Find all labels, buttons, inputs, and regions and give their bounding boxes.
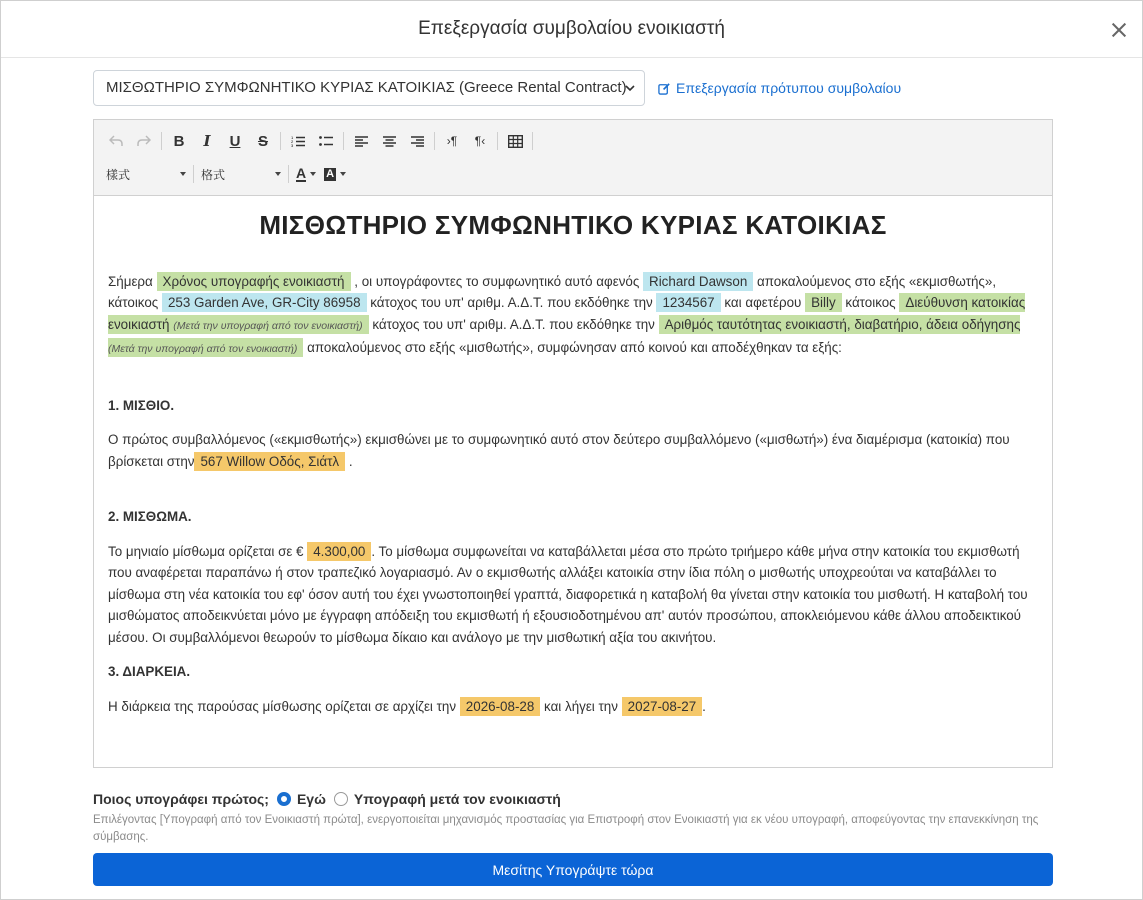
tenant-address-value: Διεύθυνση κατοικίας ενοικιαστή — [108, 295, 1026, 332]
toolbar-divider — [343, 132, 344, 150]
intro-text: κάτοικος — [845, 295, 896, 310]
template-row — [93, 70, 1053, 106]
section-text: Το μηνιαίο μίσθωμα ορίζεται σε € — [108, 543, 304, 559]
rtl-direction-icon[interactable]: ¶‹ — [474, 134, 486, 148]
align-right-icon[interactable] — [403, 127, 431, 155]
duration-paragraph — [108, 696, 1038, 718]
redo-icon[interactable] — [130, 127, 158, 155]
toolbar-divider — [532, 132, 533, 150]
signing-hint: Επιλέγοντας [Υπογραφή από τον Ενοικιαστή πρώτα], ενεργοποιείται μηχανισμός προστασίας για Επιστροφή στον Ενοικιαστή για εκ νέου υπογραφή, αποφεύγοντας την επανεκκίνηση της σύμβασης. — [93, 814, 1039, 843]
toolbar-row-1 — [102, 126, 536, 156]
tenant-id-value: Αριθμός ταυτότητας ενοικιαστή, διαβατήριο, άδεια οδήγησης — [664, 316, 1021, 332]
font-color-dropdown[interactable] — [292, 161, 320, 187]
intro-text: κάτοχος του υπ' αριθμ. Α.Δ.Τ. που εκδόθηκε την — [370, 295, 653, 310]
section-text: Η διάρκεια της παρούσας μίσθωσης ορίζεται σε αρχίζει την — [108, 698, 457, 714]
radio-sign-me-first-label[interactable]: Εγώ — [296, 791, 326, 807]
landlord-address-field[interactable]: 253 Garden Ave, GR-City 86958 — [162, 293, 367, 312]
intro-text: κάτοχος του υπ' αριθμ. Α.Δ.Τ. που εκδόθηκε την — [372, 316, 655, 332]
radio-sign-after-tenant[interactable] — [334, 792, 348, 806]
section-text: Ο πρώτος συμβαλλόμενος («εκμισθωτής») εκμισθώνει με το συμφωνητικό αυτό στον δεύτερο συμβαλλόμενο («μισθωτή») ένα διαμέρισμα (κατοικία) που βρίσκεται στην — [108, 432, 1010, 469]
edit-template-link[interactable] — [658, 80, 901, 96]
align-left-icon[interactable] — [347, 127, 375, 155]
section-heading-property: 1. ΜΙΣΘΙΟ. — [108, 397, 175, 413]
ltr-direction-icon[interactable]: ›¶ — [446, 134, 458, 148]
caret-down-icon — [275, 172, 281, 176]
table-icon[interactable] — [501, 127, 529, 155]
editor-toolbar — [94, 120, 1052, 196]
caret-down-icon — [310, 172, 316, 176]
template-select[interactable] — [93, 70, 645, 106]
style-dropdown-label: 樣式 — [106, 167, 131, 182]
underline-icon[interactable]: U — [229, 132, 241, 150]
rent-paragraph — [108, 541, 1038, 649]
svg-text:2: 2 — [291, 139, 294, 144]
section-text: . — [702, 698, 706, 714]
align-center-icon[interactable] — [375, 127, 403, 155]
close-icon[interactable] — [1108, 19, 1130, 41]
bullet-list-icon[interactable] — [312, 127, 340, 155]
section-heading-rent: 2. ΜΙΣΘΩΜΑ. — [108, 509, 192, 524]
start-date-field[interactable]: 2026-08-28 — [460, 697, 541, 716]
property-paragraph — [108, 429, 1038, 472]
strikethrough-icon[interactable]: S — [257, 132, 268, 150]
landlord-name-field[interactable]: Richard Dawson — [643, 272, 753, 291]
section-text: . — [348, 453, 353, 469]
tenant-id-note: (Μετά την υπογραφή από τον ενοικιαστή) — [108, 343, 298, 355]
edit-template-label: Επεξεργασία πρότυπου συμβολαίου — [676, 80, 902, 96]
toolbar-divider — [193, 165, 194, 183]
radio-sign-me-first[interactable] — [277, 792, 291, 806]
toolbar-row-2 — [102, 159, 350, 189]
undo-icon[interactable] — [102, 127, 130, 155]
signing-order-row — [93, 791, 569, 807]
intro-text: Σήμερα — [108, 273, 153, 289]
landlord-id-field[interactable]: 1234567 — [656, 293, 720, 312]
bold-icon[interactable]: B — [173, 132, 185, 150]
edit-icon — [658, 82, 671, 95]
toolbar-divider — [497, 132, 498, 150]
toolbar-divider — [288, 165, 289, 183]
background-color-dropdown[interactable] — [320, 161, 350, 187]
rich-text-editor — [93, 119, 1053, 768]
document-title: ΜΙΣΘΩΤΗΡΙΟ ΣΥΜΦΩΝΗΤΙΚΟ ΚΥΡΙΑΣ ΚΑΤΟΙΚΙΑΣ — [259, 210, 887, 240]
format-dropdown[interactable] — [197, 161, 285, 187]
property-address-field[interactable]: 567 Willow Οδός, Σιάτλ — [194, 452, 345, 471]
modal-header — [1, 1, 1142, 58]
sign-now-button[interactable]: Μεσίτης Υπογράψτε τώρα — [93, 853, 1053, 886]
template-select-value: ΜΙΣΘΩΤΗΡΙΟ ΣΥΜΦΩΝΗΤΙΚΟ ΚΥΡΙΑΣ ΚΑΤΟΙΚΙΑΣ (Greece Rental Contract) — [106, 79, 627, 96]
tenant-name-field[interactable]: Billy — [805, 293, 842, 312]
section-text: και λήγει την — [544, 698, 618, 714]
intro-paragraph — [108, 271, 1038, 361]
intro-text: αποκαλούμενος στο εξής «εκμισθωτής», κάτοικος — [108, 273, 997, 310]
end-date-field[interactable]: 2027-08-27 — [622, 697, 703, 716]
intro-text: και αφετέρου — [724, 295, 802, 310]
rent-amount-field[interactable]: 4.300,00 — [307, 542, 371, 561]
format-dropdown-label: 格式 — [201, 167, 226, 182]
numbered-list-icon[interactable] — [284, 127, 312, 155]
svg-text:3: 3 — [291, 143, 294, 147]
svg-text:1: 1 — [291, 135, 294, 140]
toolbar-divider — [161, 132, 162, 150]
caret-down-icon — [180, 172, 186, 176]
editor-content[interactable] — [94, 197, 1052, 767]
font-color-icon: A — [296, 165, 307, 181]
chevron-down-icon — [625, 83, 635, 93]
radio-sign-after-tenant-label[interactable]: Υπογραφή μετά τον ενοικιαστή — [353, 791, 561, 807]
tenant-address-note: (Μετά την υπογραφή από τον ενοικιαστή) — [173, 319, 363, 332]
signing-order-label: Ποιος υπογράφει πρώτος; — [93, 791, 269, 807]
caret-down-icon — [340, 172, 346, 176]
intro-text: αποκαλούμενος στο εξής «μισθωτής», συμφώνησαν από κοινού και αποδέχθηκαν τα εξής: — [307, 340, 842, 355]
italic-icon[interactable]: I — [203, 132, 211, 150]
background-color-icon: A — [326, 167, 335, 180]
toolbar-divider — [434, 132, 435, 150]
toolbar-divider — [280, 132, 281, 150]
style-dropdown[interactable] — [102, 161, 190, 187]
section-heading-duration: 3. ΔΙΑΡΚΕΙΑ. — [108, 664, 191, 679]
section-text: . Το μίσθωμα συμφωνείται να καταβάλλεται μέσα στο πρώτο τριήμερο κάθε μήνα στην κατοικία του εκμισθωτή που αναφέρεται παραπάνω ή στον τραπεζικό λογαριασμό. Αν ο εκμισθωτής αλλάξει κατοικία στην ίδια πόλη ο μισθωτής υποχρεούται να καταβάλλει το μίσθωμα στη νέα κατοικία του εφ' όσον αυτή του έχει γνωστοποιηθεί γραπτά, διαφορετικά η καταβολή θα γίνεται στην κατοικία του μισθωτή. Η καταβολή του μισθώματος αποδεικνύεται μόνο με έγγραφη απόδειξη του εκμισθωτή ή εξουσιοδοτημένου απ' αυτόν προσώπου, αποκλειόμενου κάθε άλλου αποδεικτικού μέσου. Οι συμβαλλόμενοι θεωρούν το μίσθωμα δίκαιο και ανάλογο με την μισθωτική αξία του ακινήτου. — [108, 543, 1028, 645]
modal-title: Επεξεργασία συμβολαίου ενοικιαστή — [418, 18, 725, 39]
intro-text: , οι υπογράφοντες το συμφωνητικό αυτό αφενός — [354, 273, 640, 289]
sign-time-field[interactable]: Χρόνος υπογραφής ενοικιαστή — [157, 272, 351, 291]
